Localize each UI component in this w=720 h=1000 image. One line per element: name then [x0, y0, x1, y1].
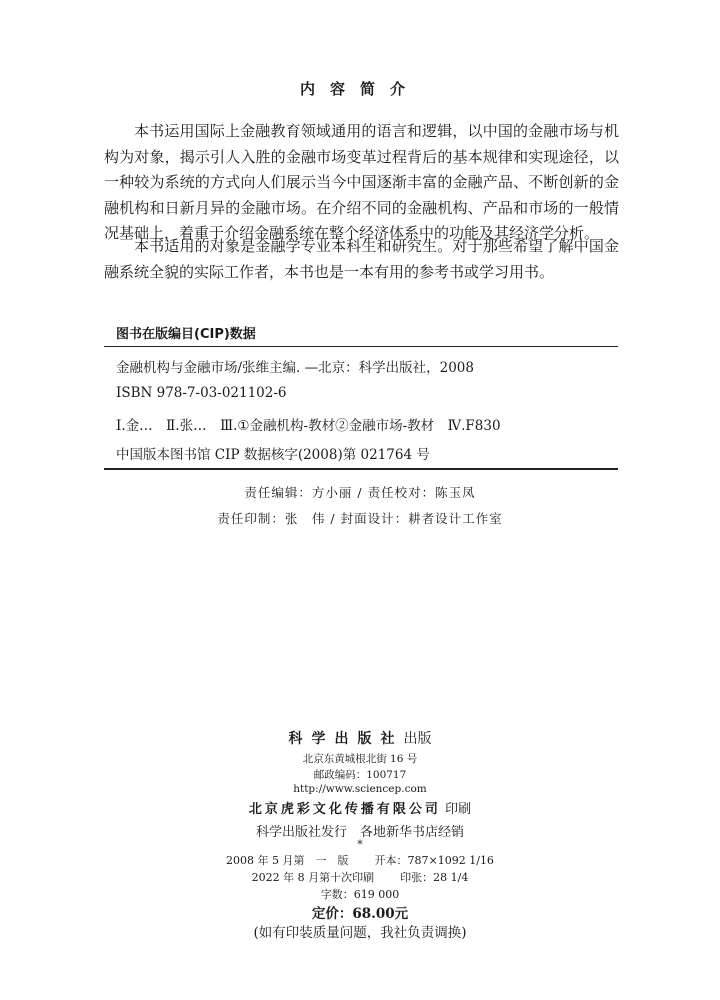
cip-isbn-line: ISBN 978-7-03-021102-6	[116, 385, 287, 401]
printer-name: 北京虎彩文化传播有限公司	[248, 802, 441, 817]
publisher-suffix: 出版	[403, 731, 432, 747]
distribution-seller: 各地新华书店经销	[360, 825, 465, 840]
publisher-postcode: 邮政编码：100717	[313, 769, 407, 781]
cip-number-line: 中国版本图书馆 CIP 数据核字(2008)第 021764 号	[116, 447, 430, 463]
cip-record-line: 金融机构与金融市场/张维主编. —北京：科学出版社，2008	[116, 360, 474, 376]
sheets-info: 印张：28 1/4	[400, 871, 469, 884]
distribution-publisher: 科学出版社发行	[255, 825, 347, 840]
word-count: 字数：619 000	[320, 888, 400, 901]
publisher-name: 科学出版社	[288, 731, 404, 747]
printing-line	[0, 869, 720, 885]
publisher-line	[0, 728, 720, 748]
printer-suffix: 印刷	[445, 802, 472, 817]
publisher-url: http://www.sciencep.com	[293, 783, 427, 795]
printing-info: 2022 年 8 月第十次印刷	[251, 871, 375, 884]
edition-info: 2008 年 5 月第 一 版	[226, 854, 349, 867]
cip-top-rule	[104, 346, 618, 347]
cip-subject-line: Ⅰ.金… Ⅱ.张… Ⅲ.①金融机构-教材②金融市场-教材 Ⅳ.F830	[116, 418, 501, 434]
cip-bottom-rule	[104, 468, 618, 470]
quality-note: (如有印装质量问题，我社负责调换)	[253, 925, 467, 941]
format-info: 开本：787×1092 1/16	[374, 854, 494, 867]
cip-heading: 图书在版编目(CIP)数据	[116, 327, 256, 342]
intro-paragraph-1: 本书运用国际上金融教育领域通用的语言和逻辑，以中国的金融市场与机构为对象，揭示引人入胜的金融市场变革过程背后的基本规律和实现途径，以一种较为系统的方式向人们展示当今中国逐渐丰富的金融产品、不断创新的金融机构和日新月异的金融市场。在介绍不同的金融机构、产品和市场的一般情况基础上，着重于介绍金融系统在整个经济体系中的功能及其经济学分析。	[104, 122, 619, 242]
editor-credits: 责任编辑：方小丽 / 责任校对：陈玉凤	[244, 485, 476, 500]
page-title: 内容简介	[299, 80, 420, 98]
printer-line	[0, 798, 720, 817]
production-credits: 责任印制：张 伟 / 封面设计：耕者设计工作室	[217, 511, 503, 526]
edition-line	[0, 852, 720, 868]
separator-mark: *	[357, 838, 363, 851]
publisher-address: 北京东黄城根北街 16 号	[302, 753, 418, 765]
intro-paragraph-2: 本书适用的对象是金融学专业本科生和研究生。对于那些希望了解中国金融系统全貌的实际工作者，本书也是一本有用的参考书或学习用书。	[104, 237, 619, 281]
price: 定价：68.00元	[311, 906, 409, 922]
